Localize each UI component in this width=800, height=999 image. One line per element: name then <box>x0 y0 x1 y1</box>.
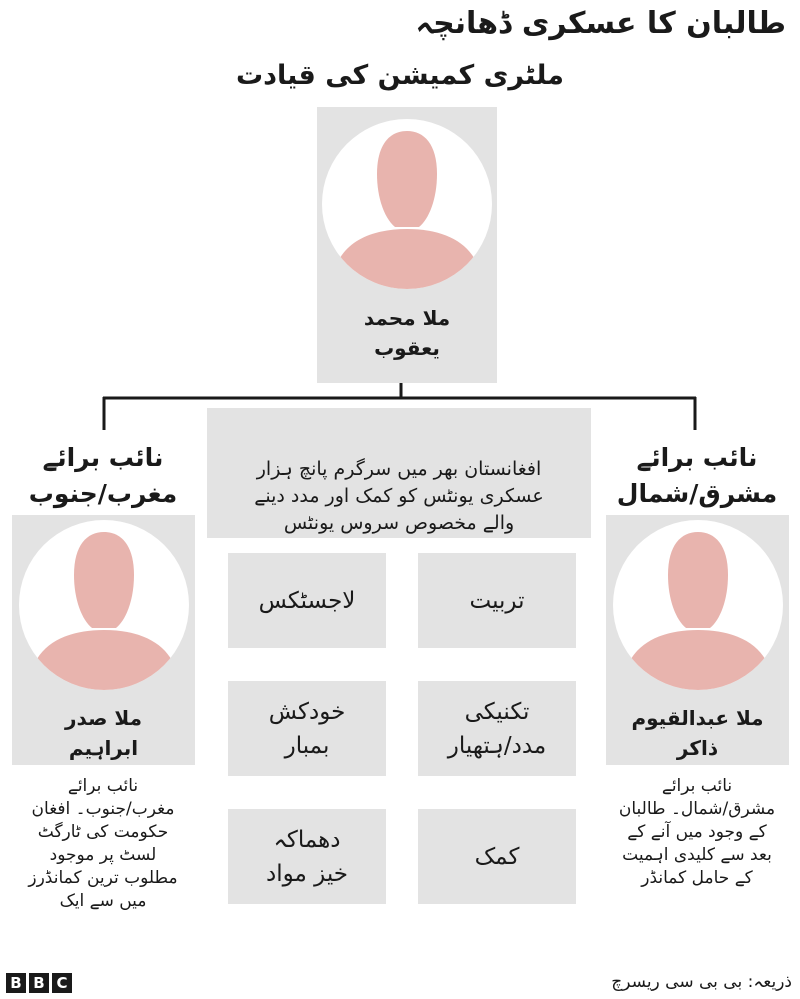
unit-cell-explosives: دھماکہ خیز مواد <box>228 809 386 904</box>
person-silhouette-icon <box>322 119 492 289</box>
deputy-west-south-name: ملا صدر ابراہیم <box>65 706 142 760</box>
logo-letter: B <box>6 973 26 993</box>
unit-cell-reinforcement: کمک <box>418 809 576 904</box>
leader-name: ملا محمد یعقوب <box>363 306 451 360</box>
person-silhouette-icon <box>613 520 783 690</box>
avatar <box>19 520 189 694</box>
unit-cell-suicide-bombers: خودکش بمبار <box>228 681 386 776</box>
service-units-box <box>207 408 591 538</box>
unit-cell-training: تربیت <box>418 553 576 648</box>
avatar <box>613 520 783 694</box>
deputy-east-north-card <box>606 515 789 765</box>
deputy-west-south-description: نائب برائے مغرب/جنوب۔ افغان حکومت کی ٹارگٹ لسٹ پر موجود مطلوب ترین کمانڈرز میں سے ایک <box>28 776 178 911</box>
unit-cell-logistics: لاجسٹکس <box>228 553 386 648</box>
source-credit: ذریعہ: بی بی سی ریسرچ <box>611 972 792 992</box>
logo-letter: B <box>29 973 49 993</box>
deputy-east-north-title: نائب برائے مشرق/شمال <box>616 443 778 508</box>
deputy-east-north-description: نائب برائے مشرق/شمال۔ طالبان کے وجود میں آنے کے بعد سے کلیدی اہمیت کے حامل کمانڈر <box>618 776 776 888</box>
chart-subtitle: ملٹری کمیشن کی قیادت <box>236 60 564 91</box>
chart-title: طالبان کا عسکری ڈھانچہ <box>415 6 786 41</box>
leader-card <box>317 107 497 383</box>
service-units-description: افغانستان بھر میں سرگرم پانچ ہزار عسکری یونٹس کو کمک اور مدد دینے والے مخصوص سروس یونٹس <box>254 458 544 534</box>
avatar <box>322 119 492 293</box>
unit-cell-technical-support: تکنیکی مدد/ہتھیار <box>418 681 576 776</box>
deputy-west-south-card <box>12 515 195 765</box>
person-silhouette-icon <box>19 520 189 690</box>
logo-letter: C <box>52 973 72 993</box>
deputy-west-south-title: نائب برائے مغرب/جنوب <box>28 443 178 508</box>
deputy-east-north-name: ملا عبدالقیوم ذاکر <box>631 706 764 760</box>
bbc-logo <box>6 973 72 993</box>
